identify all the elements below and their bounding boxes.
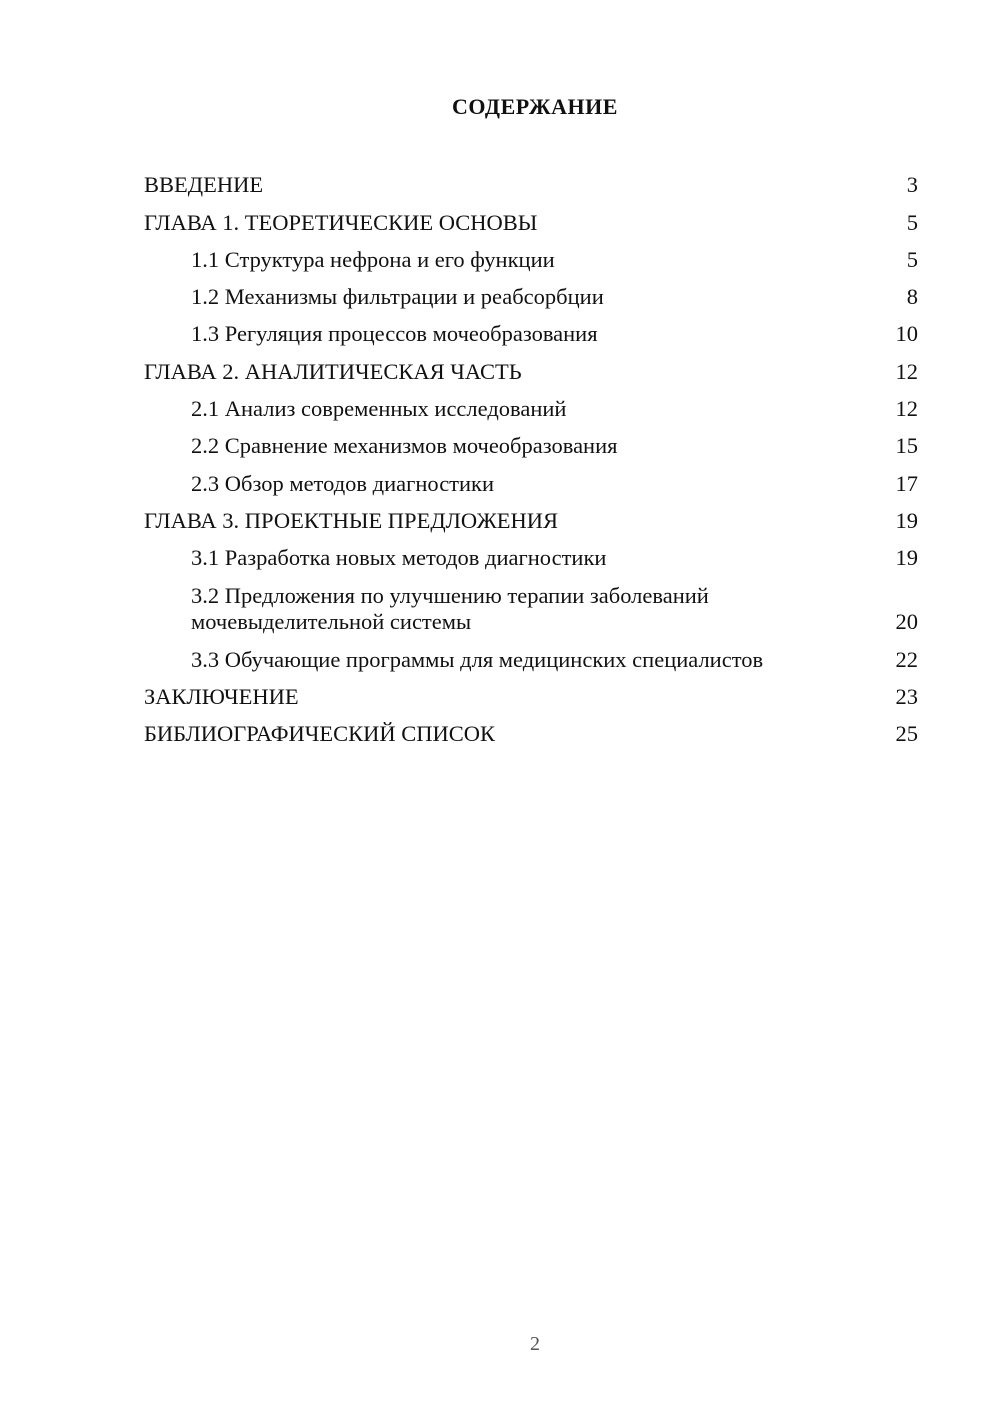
toc-entry-page: 10 [895, 321, 918, 347]
toc-entry-label: ГЛАВА 3. ПРОЕКТНЫЕ ПРЕДЛОЖЕНИЯ [144, 507, 559, 533]
toc-entry-page: 20 [895, 609, 918, 635]
table-of-contents [144, 166, 918, 752]
toc-entry-bibliography[interactable] [144, 715, 918, 752]
toc-entry-page: 8 [906, 284, 918, 310]
toc-entry-page: 19 [895, 545, 918, 571]
toc-entry-section-1-2[interactable] [144, 278, 918, 315]
toc-entry-chapter-1[interactable] [144, 203, 918, 240]
toc-entry-label: 3.3 Обучающие программы для медицинских специалистов [191, 646, 764, 672]
toc-entry-page: 22 [895, 646, 918, 672]
toc-entry-label: ЗАКЛЮЧЕНИЕ [144, 683, 299, 709]
toc-entry-section-3-1[interactable] [144, 539, 918, 576]
toc-entry-conclusion[interactable] [144, 678, 918, 715]
toc-entry-page: 19 [895, 507, 918, 533]
toc-entry-label: 1.1 Структура нефрона и его функции [191, 246, 555, 272]
toc-entry-introduction[interactable] [144, 166, 918, 203]
toc-entry-page: 23 [895, 683, 918, 709]
toc-entry-section-1-3[interactable] [144, 315, 918, 352]
toc-entry-label: 2.3 Обзор методов диагностики [191, 470, 495, 496]
toc-entry-section-3-3[interactable] [144, 640, 918, 677]
toc-entry-page: 5 [906, 209, 918, 235]
toc-entry-label: 1.2 Механизмы фильтрации и реабсорбции [191, 284, 604, 310]
toc-entry-page: 5 [906, 246, 918, 272]
toc-entry-page: 12 [895, 396, 918, 422]
toc-entry-chapter-3[interactable] [144, 502, 918, 539]
toc-entry-label: ВВЕДЕНИЕ [144, 172, 264, 198]
toc-entry-chapter-2[interactable] [144, 352, 918, 389]
toc-entry-label: ГЛАВА 2. АНАЛИТИЧЕСКАЯ ЧАСТЬ [144, 358, 522, 384]
toc-entry-label: 2.1 Анализ современных исследований [191, 396, 567, 422]
toc-entry-page: 25 [895, 721, 918, 747]
page-number: 2 [530, 1333, 540, 1355]
toc-entry-section-1-1[interactable] [144, 241, 918, 278]
toc-entry-section-2-1[interactable] [144, 390, 918, 427]
toc-entry-section-2-3[interactable] [144, 464, 918, 501]
toc-entry-page: 3 [906, 172, 918, 198]
toc-entry-label: 3.2 Предложения по улучшению терапии заболеваний мочевыделительной системы [191, 583, 709, 635]
toc-entry-page: 15 [895, 433, 918, 459]
toc-entry-page: 17 [895, 470, 918, 496]
page-title: СОДЕРЖАНИЕ [452, 94, 618, 119]
toc-entry-label: 3.1 Разработка новых методов диагностики [191, 545, 607, 571]
toc-entry-label: БИБЛИОГРАФИЧЕСКИЙ СПИСОК [144, 721, 496, 747]
toc-entry-section-2-2[interactable] [144, 427, 918, 464]
toc-entry-label: 2.2 Сравнение механизмов мочеобразования [191, 433, 618, 459]
toc-entry-section-3-2[interactable] [144, 576, 918, 640]
toc-entry-label: ГЛАВА 1. ТЕОРЕТИЧЕСКИЕ ОСНОВЫ [144, 209, 538, 235]
toc-entry-label: 1.3 Регуляция процессов мочеобразования [191, 321, 598, 347]
toc-entry-page: 12 [895, 358, 918, 384]
